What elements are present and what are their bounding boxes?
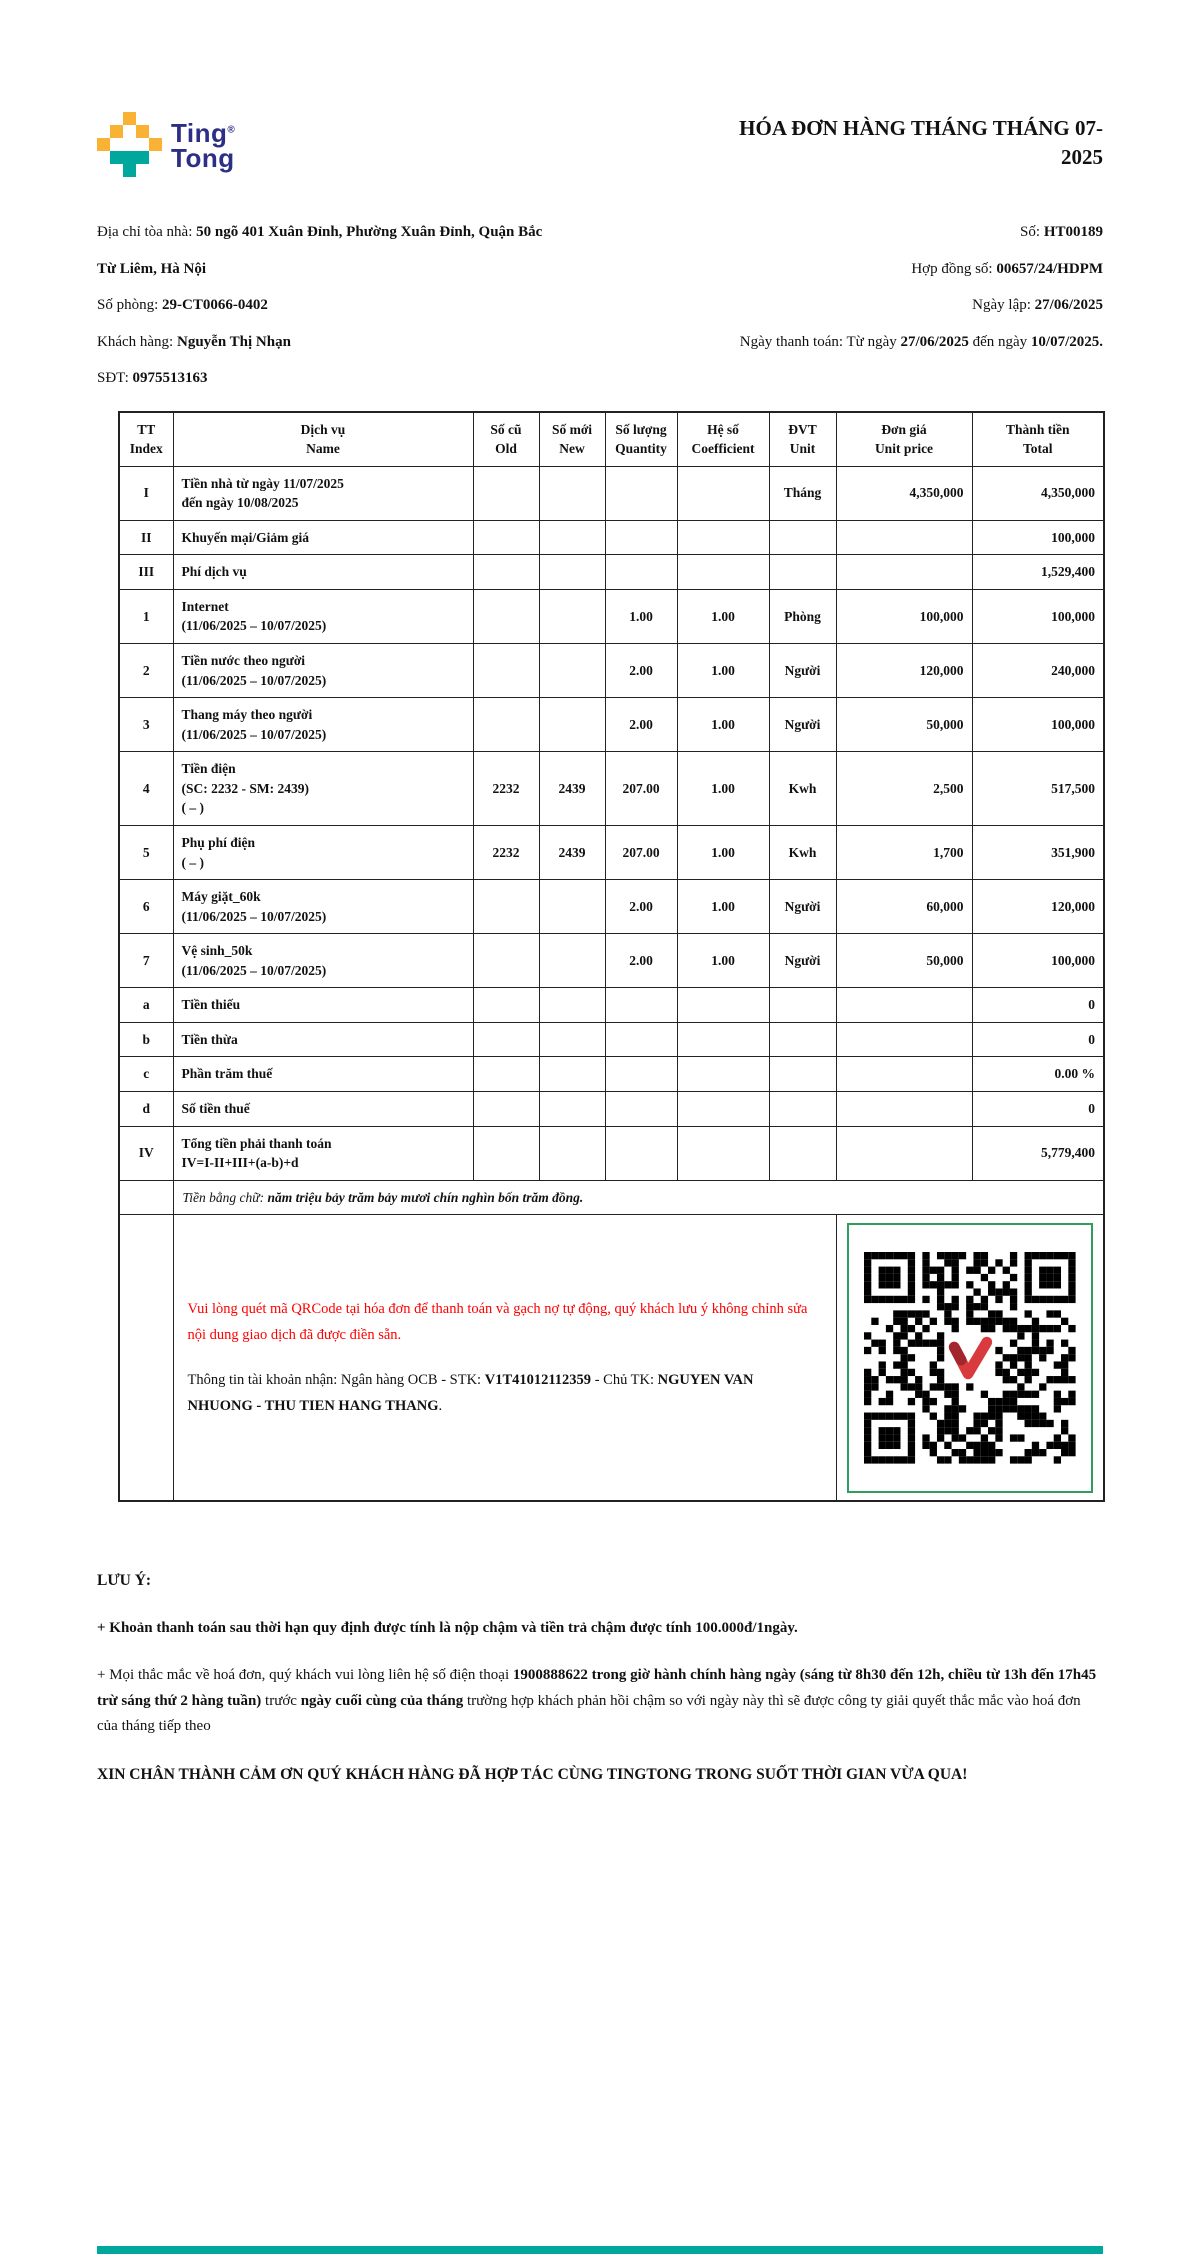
text-segment: đến ngày: [968, 333, 1031, 350]
table-row: [119, 934, 1104, 988]
info-line: [583, 324, 1103, 361]
table-row: [119, 752, 1104, 826]
cell-index: a: [119, 988, 173, 1023]
cell-coefficient: [677, 1057, 769, 1092]
cell-unit-price: 4,350,000: [836, 466, 972, 520]
note-item: [97, 1616, 1103, 1642]
text-segment: Số:: [1020, 224, 1044, 240]
text-segment: Khách hàng:: [97, 333, 177, 350]
text-segment: 00657/24/HDPM: [996, 260, 1103, 277]
registered-mark: ®: [227, 124, 236, 136]
cell-coefficient: [677, 555, 769, 590]
cell-total: 100,000: [972, 934, 1104, 988]
table-row: [119, 988, 1104, 1023]
cell-service-name: [173, 1126, 473, 1180]
column-header: [173, 412, 473, 467]
cell-new: [539, 880, 605, 934]
meta-right-column: [583, 214, 1103, 397]
cell-coefficient: [677, 1022, 769, 1057]
notes-heading: LƯU Ý:: [97, 1571, 152, 1589]
table-row: [119, 1092, 1104, 1127]
cell-service-name: [173, 880, 473, 934]
text-segment: 27/06/2025: [1034, 297, 1103, 313]
service-name-line: (11/06/2025 – 10/07/2025): [181, 908, 327, 924]
cell-unit: [769, 520, 836, 555]
cell-total: 0: [972, 988, 1104, 1023]
column-header-vi: Thành tiền: [1006, 421, 1070, 437]
cell-quantity: [605, 1022, 677, 1057]
service-name-line: Tiền điện: [181, 761, 236, 777]
service-name-line: Thang máy theo người: [181, 707, 313, 723]
note-item: [97, 1663, 1103, 1740]
text-segment: 0975513163: [132, 370, 208, 386]
cell-old: [473, 644, 539, 698]
cell-old: [473, 934, 539, 988]
column-header: [539, 412, 605, 467]
cell-unit: Người: [769, 880, 836, 934]
table-row: [119, 1126, 1104, 1180]
column-header: [769, 412, 836, 467]
service-name-line: Phí dịch vụ: [181, 564, 247, 580]
bank-account-text: [188, 1367, 822, 1419]
cell-old: [473, 589, 539, 643]
cell-total: 0: [972, 1022, 1104, 1057]
cell-coefficient: 1.00: [677, 752, 769, 826]
cell-quantity: [605, 988, 677, 1023]
text-segment: trước: [261, 1692, 301, 1709]
cell-index: III: [119, 555, 173, 590]
cell-new: [539, 589, 605, 643]
cell-new: [539, 555, 605, 590]
service-name-line: (SC: 2232 - SM: 2439): [181, 780, 309, 796]
cell-service-name: [173, 698, 473, 752]
cell-unit: [769, 1022, 836, 1057]
payment-row: [119, 1215, 1104, 1501]
cell-unit: Phòng: [769, 589, 836, 643]
column-header: [605, 412, 677, 467]
text-segment: + Mọi thắc mắc về hoá đơn, quý khách vui lòng liên hệ số điện thoại: [97, 1667, 513, 1684]
cell-quantity: 2.00: [605, 934, 677, 988]
info-line: [97, 360, 552, 397]
cell-unit: Kwh: [769, 752, 836, 826]
column-header-en: Unit price: [874, 441, 934, 457]
table-row: [119, 880, 1104, 934]
column-header-en: Coefficient: [691, 441, 755, 457]
cell-new: [539, 1022, 605, 1057]
invoice-meta: [97, 214, 1103, 397]
service-name-line: Tiền nhà từ ngày 11/07/2025: [181, 475, 344, 491]
column-header: [119, 412, 173, 467]
cell-service-name: [173, 825, 473, 879]
service-name-line: (11/06/2025 – 10/07/2025): [181, 672, 327, 688]
cell-total: 351,900: [972, 825, 1104, 879]
table-row: [119, 825, 1104, 879]
service-name-line: (11/06/2025 – 10/07/2025): [181, 618, 327, 634]
service-name-line: Tiền thiếu: [181, 997, 241, 1013]
cell-old: 2232: [473, 752, 539, 826]
tingtong-logo-icon: [97, 112, 163, 180]
column-header-vi: Dịch vụ: [300, 421, 346, 437]
info-line: [97, 324, 552, 361]
cell-total: 0.00 %: [972, 1057, 1104, 1092]
cell-index: d: [119, 1092, 173, 1127]
cell-index: 5: [119, 825, 173, 879]
text-segment: Ngày lập:: [972, 297, 1035, 313]
column-header-vi: ĐVT: [788, 421, 817, 437]
service-name-line: ( – ): [181, 800, 204, 816]
cell-unit-price: [836, 1126, 972, 1180]
cell-unit: [769, 1126, 836, 1180]
column-header-vi: Hệ số: [707, 421, 739, 437]
service-name-line: Tiền nước theo người: [181, 653, 306, 668]
cell-coefficient: 1.00: [677, 880, 769, 934]
tingtong-logo: [97, 112, 235, 180]
meta-left-column: [97, 214, 552, 397]
cell-coefficient: 1.00: [677, 698, 769, 752]
text-segment: V1T41012112359: [484, 1371, 592, 1388]
cell-unit-price: [836, 988, 972, 1023]
text-segment: Địa chỉ tòa nhà:: [97, 224, 197, 240]
cell-unit: [769, 988, 836, 1023]
amount-words-value: năm triệu bảy trăm bảy mươi chín nghìn bốn trăm đồng.: [267, 1189, 584, 1205]
amount-words-label: Tiền bằng chữ:: [182, 1189, 268, 1205]
tingtong-logo-text: Ting® Tong: [171, 118, 236, 173]
cell-service-name: [173, 1092, 473, 1127]
cell-unit: [769, 555, 836, 590]
cell-unit: Người: [769, 698, 836, 752]
cell-total: 517,500: [972, 752, 1104, 826]
service-name-line: IV=I-II+III+(a-b)+d: [181, 1155, 299, 1171]
service-name-line: Khuyến mại/Giảm giá: [181, 529, 310, 545]
column-header-en: Unit: [789, 441, 816, 457]
text-segment: Hợp đồng số:: [911, 260, 997, 277]
column-header: [972, 412, 1104, 467]
info-line: [583, 251, 1103, 288]
text-segment: Nguyễn Thị Nhạn: [176, 333, 291, 350]
table-row: [119, 698, 1104, 752]
cell-service-name: [173, 589, 473, 643]
cell-coefficient: 1.00: [677, 644, 769, 698]
cell-new: [539, 520, 605, 555]
text-segment: 50 ngõ 401 Xuân Đỉnh, Phường Xuân Đỉnh, Quận Bắc Từ Liêm, Hà Nội: [97, 224, 543, 277]
cell-quantity: [605, 1092, 677, 1127]
service-name-line: (11/06/2025 – 10/07/2025): [181, 726, 327, 742]
service-name-line: Tiền thừa: [181, 1031, 238, 1047]
text-segment: - Chủ TK:: [591, 1371, 658, 1388]
text-segment: 1900888622 trong giờ hành chính hàng ngày (sáng từ 8h30 đến 12h, chiều từ 13h đến 17h45 trừ sáng thứ 2 hàng tuần): [97, 1667, 1097, 1709]
column-header-vi: Số lượng: [615, 421, 667, 437]
cell-old: 2232: [473, 825, 539, 879]
footer-teal-bar: [97, 2246, 1103, 2254]
cell-new: [539, 934, 605, 988]
cell-service-name: [173, 1022, 473, 1057]
table-row: [119, 555, 1104, 590]
cell-quantity: [605, 1057, 677, 1092]
cell-unit-price: 60,000: [836, 880, 972, 934]
table-header-row: [119, 412, 1104, 467]
service-name-line: Internet: [181, 598, 229, 614]
service-name-line: Phụ phí điện: [181, 834, 256, 850]
cell-quantity: 2.00: [605, 644, 677, 698]
cell-new: 2439: [539, 752, 605, 826]
cell-total: 100,000: [972, 589, 1104, 643]
text-segment: 27/06/2025: [900, 333, 969, 350]
cell-unit-price: [836, 1092, 972, 1127]
cell-old: [473, 520, 539, 555]
cell-coefficient: [677, 1092, 769, 1127]
cell-index: c: [119, 1057, 173, 1092]
cell-index: 2: [119, 644, 173, 698]
text-segment: HT00189: [1043, 224, 1103, 240]
column-header-en: Quantity: [615, 441, 667, 457]
cell-old: [473, 1022, 539, 1057]
cell-unit: [769, 1092, 836, 1127]
text-segment: Số phòng:: [97, 297, 163, 313]
service-name-line: (11/06/2025 – 10/07/2025): [181, 962, 327, 978]
column-header-en: Index: [129, 441, 163, 457]
column-header: [836, 412, 972, 467]
qr-warning-text: Vui lòng quét mã QRCode tại hóa đơn để thanh toán và gạch nợ tự động, quý khách lưu ý không chỉnh sửa nội dung giao dịch đã được điền sẵn.: [187, 1301, 808, 1344]
cell-total: 0: [972, 1092, 1104, 1127]
cell-service-name: [173, 934, 473, 988]
cell-new: [539, 988, 605, 1023]
cell-new: [539, 698, 605, 752]
cell-new: [539, 644, 605, 698]
cell-unit-price: [836, 520, 972, 555]
table-row: [119, 466, 1104, 520]
cell-service-name: [173, 1057, 473, 1092]
thanks-message: XIN CHÂN THÀNH CẢM ƠN QUÝ KHÁCH HÀNG ĐÃ HỢP TÁC CÙNG TINGTONG TRONG SUỐT THỜI GIAN VỪA QUA!: [97, 1765, 968, 1783]
cell-unit-price: [836, 1022, 972, 1057]
invoice-table-header: [119, 412, 1104, 467]
cell-old: [473, 466, 539, 520]
text-segment: + Khoản thanh toán sau thời hạn quy định được tính là nộp chậm và tiền trả chậm được tính 100.000đ/1ngày.: [97, 1619, 798, 1636]
amount-words-cell: [173, 1180, 1104, 1215]
cell-total: 1,529,400: [972, 555, 1104, 590]
cell-quantity: 2.00: [605, 698, 677, 752]
cell-quantity: [605, 466, 677, 520]
cell-quantity: 2.00: [605, 880, 677, 934]
cell-index: IV: [119, 1126, 173, 1180]
cell-index: I: [119, 466, 173, 520]
table-row: [119, 520, 1104, 555]
text-segment: SĐT:: [97, 370, 133, 386]
text-segment: 10/07/2025.: [1030, 333, 1103, 350]
cell-unit-price: 2,500: [836, 752, 972, 826]
service-name-line: ( – ): [181, 854, 204, 870]
text-segment: 29-CT0066-0402: [162, 297, 268, 313]
info-line: [97, 287, 552, 324]
cell-coefficient: [677, 520, 769, 555]
cell-index: [119, 1215, 173, 1501]
table-row: [119, 589, 1104, 643]
cell-unit-price: 50,000: [836, 698, 972, 752]
table-row: [119, 644, 1104, 698]
text-segment: ngày cuối cùng của tháng: [300, 1692, 464, 1709]
cell-new: [539, 1092, 605, 1127]
cell-quantity: 207.00: [605, 752, 677, 826]
column-header-en: Old: [495, 441, 517, 457]
service-name-line: Vệ sinh_50k: [181, 943, 253, 959]
service-name-line: Phần trăm thuế: [181, 1066, 273, 1082]
cell-index: 4: [119, 752, 173, 826]
text-segment: NGUYEN VAN NHUONG - THU TIEN HANG THANG: [187, 1371, 754, 1414]
cell-index: II: [119, 520, 173, 555]
cell-old: [473, 1092, 539, 1127]
text-segment: .: [438, 1397, 443, 1414]
cell-unit: Người: [769, 934, 836, 988]
payment-qr-code: [847, 1223, 1093, 1493]
column-header-vi: TT: [137, 421, 156, 437]
invoice-table-body: [119, 466, 1104, 1501]
column-header-vi: Số mới: [551, 421, 593, 437]
notes-section: [97, 1572, 1103, 1788]
cell-quantity: [605, 520, 677, 555]
cell-unit-price: 100,000: [836, 589, 972, 643]
cell-old: [473, 988, 539, 1023]
info-line: [583, 287, 1103, 324]
notes-items: [97, 1616, 1103, 1740]
table-row: [119, 1022, 1104, 1057]
info-line: [97, 214, 552, 287]
cell-service-name: [173, 520, 473, 555]
cell-quantity: [605, 1126, 677, 1180]
cell-quantity: [605, 555, 677, 590]
cell-coefficient: 1.00: [677, 825, 769, 879]
column-header-en: Total: [1022, 441, 1053, 457]
cell-unit: Kwh: [769, 825, 836, 879]
cell-quantity: 207.00: [605, 825, 677, 879]
amount-words-row: [119, 1180, 1104, 1215]
cell-coefficient: 1.00: [677, 934, 769, 988]
column-header-vi: Đơn giá: [881, 421, 927, 437]
column-header: [473, 412, 539, 467]
cell-total: 100,000: [972, 520, 1104, 555]
invoice-title: HÓA ĐƠN HÀNG THÁNG THÁNG 07-2025: [739, 116, 1103, 170]
cell-old: [473, 880, 539, 934]
cell-unit-price: 120,000: [836, 644, 972, 698]
service-name-line: đến ngày 10/08/2025: [181, 495, 299, 511]
cell-index: 6: [119, 880, 173, 934]
cell-coefficient: [677, 466, 769, 520]
cell-index: 3: [119, 698, 173, 752]
qr-code-image: [864, 1252, 1076, 1464]
column-header-vi: Số cũ: [490, 421, 522, 437]
service-name-line: Số tiền thuế: [181, 1101, 250, 1116]
cell-unit-price: [836, 555, 972, 590]
cell-index: b: [119, 1022, 173, 1057]
column-header: [677, 412, 769, 467]
column-header-en: New: [559, 441, 585, 457]
table-row: [119, 1057, 1104, 1092]
cell-new: [539, 466, 605, 520]
cell-coefficient: 1.00: [677, 589, 769, 643]
cell-total: 100,000: [972, 698, 1104, 752]
cell-index: 1: [119, 589, 173, 643]
invoice-table: [118, 411, 1105, 1502]
cell-old: [473, 698, 539, 752]
qr-cell: [836, 1215, 1104, 1501]
service-name-line: Máy giặt_60k: [181, 889, 261, 905]
cell-new: [539, 1126, 605, 1180]
service-name-line: Tổng tiền phải thanh toán: [181, 1135, 332, 1151]
cell-service-name: [173, 644, 473, 698]
cell-quantity: 1.00: [605, 589, 677, 643]
cell-new: 2439: [539, 825, 605, 879]
cell-index: 7: [119, 934, 173, 988]
cell-service-name: [173, 555, 473, 590]
cell-coefficient: [677, 1126, 769, 1180]
text-segment: Ngày thanh toán: Từ ngày: [739, 333, 901, 350]
cell-index: [119, 1180, 173, 1215]
cell-unit-price: 1,700: [836, 825, 972, 879]
cell-service-name: [173, 752, 473, 826]
text-segment: Thông tin tài khoản nhận: Ngân hàng OCB - STK:: [187, 1371, 485, 1388]
cell-total: 4,350,000: [972, 466, 1104, 520]
info-line: [583, 214, 1103, 251]
invoice-header: [97, 112, 1103, 180]
cell-total: 5,779,400: [972, 1126, 1104, 1180]
cell-unit: Tháng: [769, 466, 836, 520]
cell-service-name: [173, 466, 473, 520]
cell-total: 120,000: [972, 880, 1104, 934]
column-header-en: Name: [306, 441, 340, 457]
cell-unit-price: [836, 1057, 972, 1092]
text-segment: trường hợp khách phản hồi chậm so với ngày này thì sẽ được công ty giải quyết thắc mắc vào hoá đơn của tháng tiếp theo: [97, 1692, 1081, 1735]
cell-total: 240,000: [972, 644, 1104, 698]
cell-old: [473, 1057, 539, 1092]
cell-old: [473, 555, 539, 590]
payment-instructions-cell: [173, 1215, 836, 1501]
cell-service-name: [173, 988, 473, 1023]
cell-new: [539, 1057, 605, 1092]
cell-unit: [769, 1057, 836, 1092]
cell-old: [473, 1126, 539, 1180]
cell-unit-price: 50,000: [836, 934, 972, 988]
cell-coefficient: [677, 988, 769, 1023]
cell-unit: Người: [769, 644, 836, 698]
